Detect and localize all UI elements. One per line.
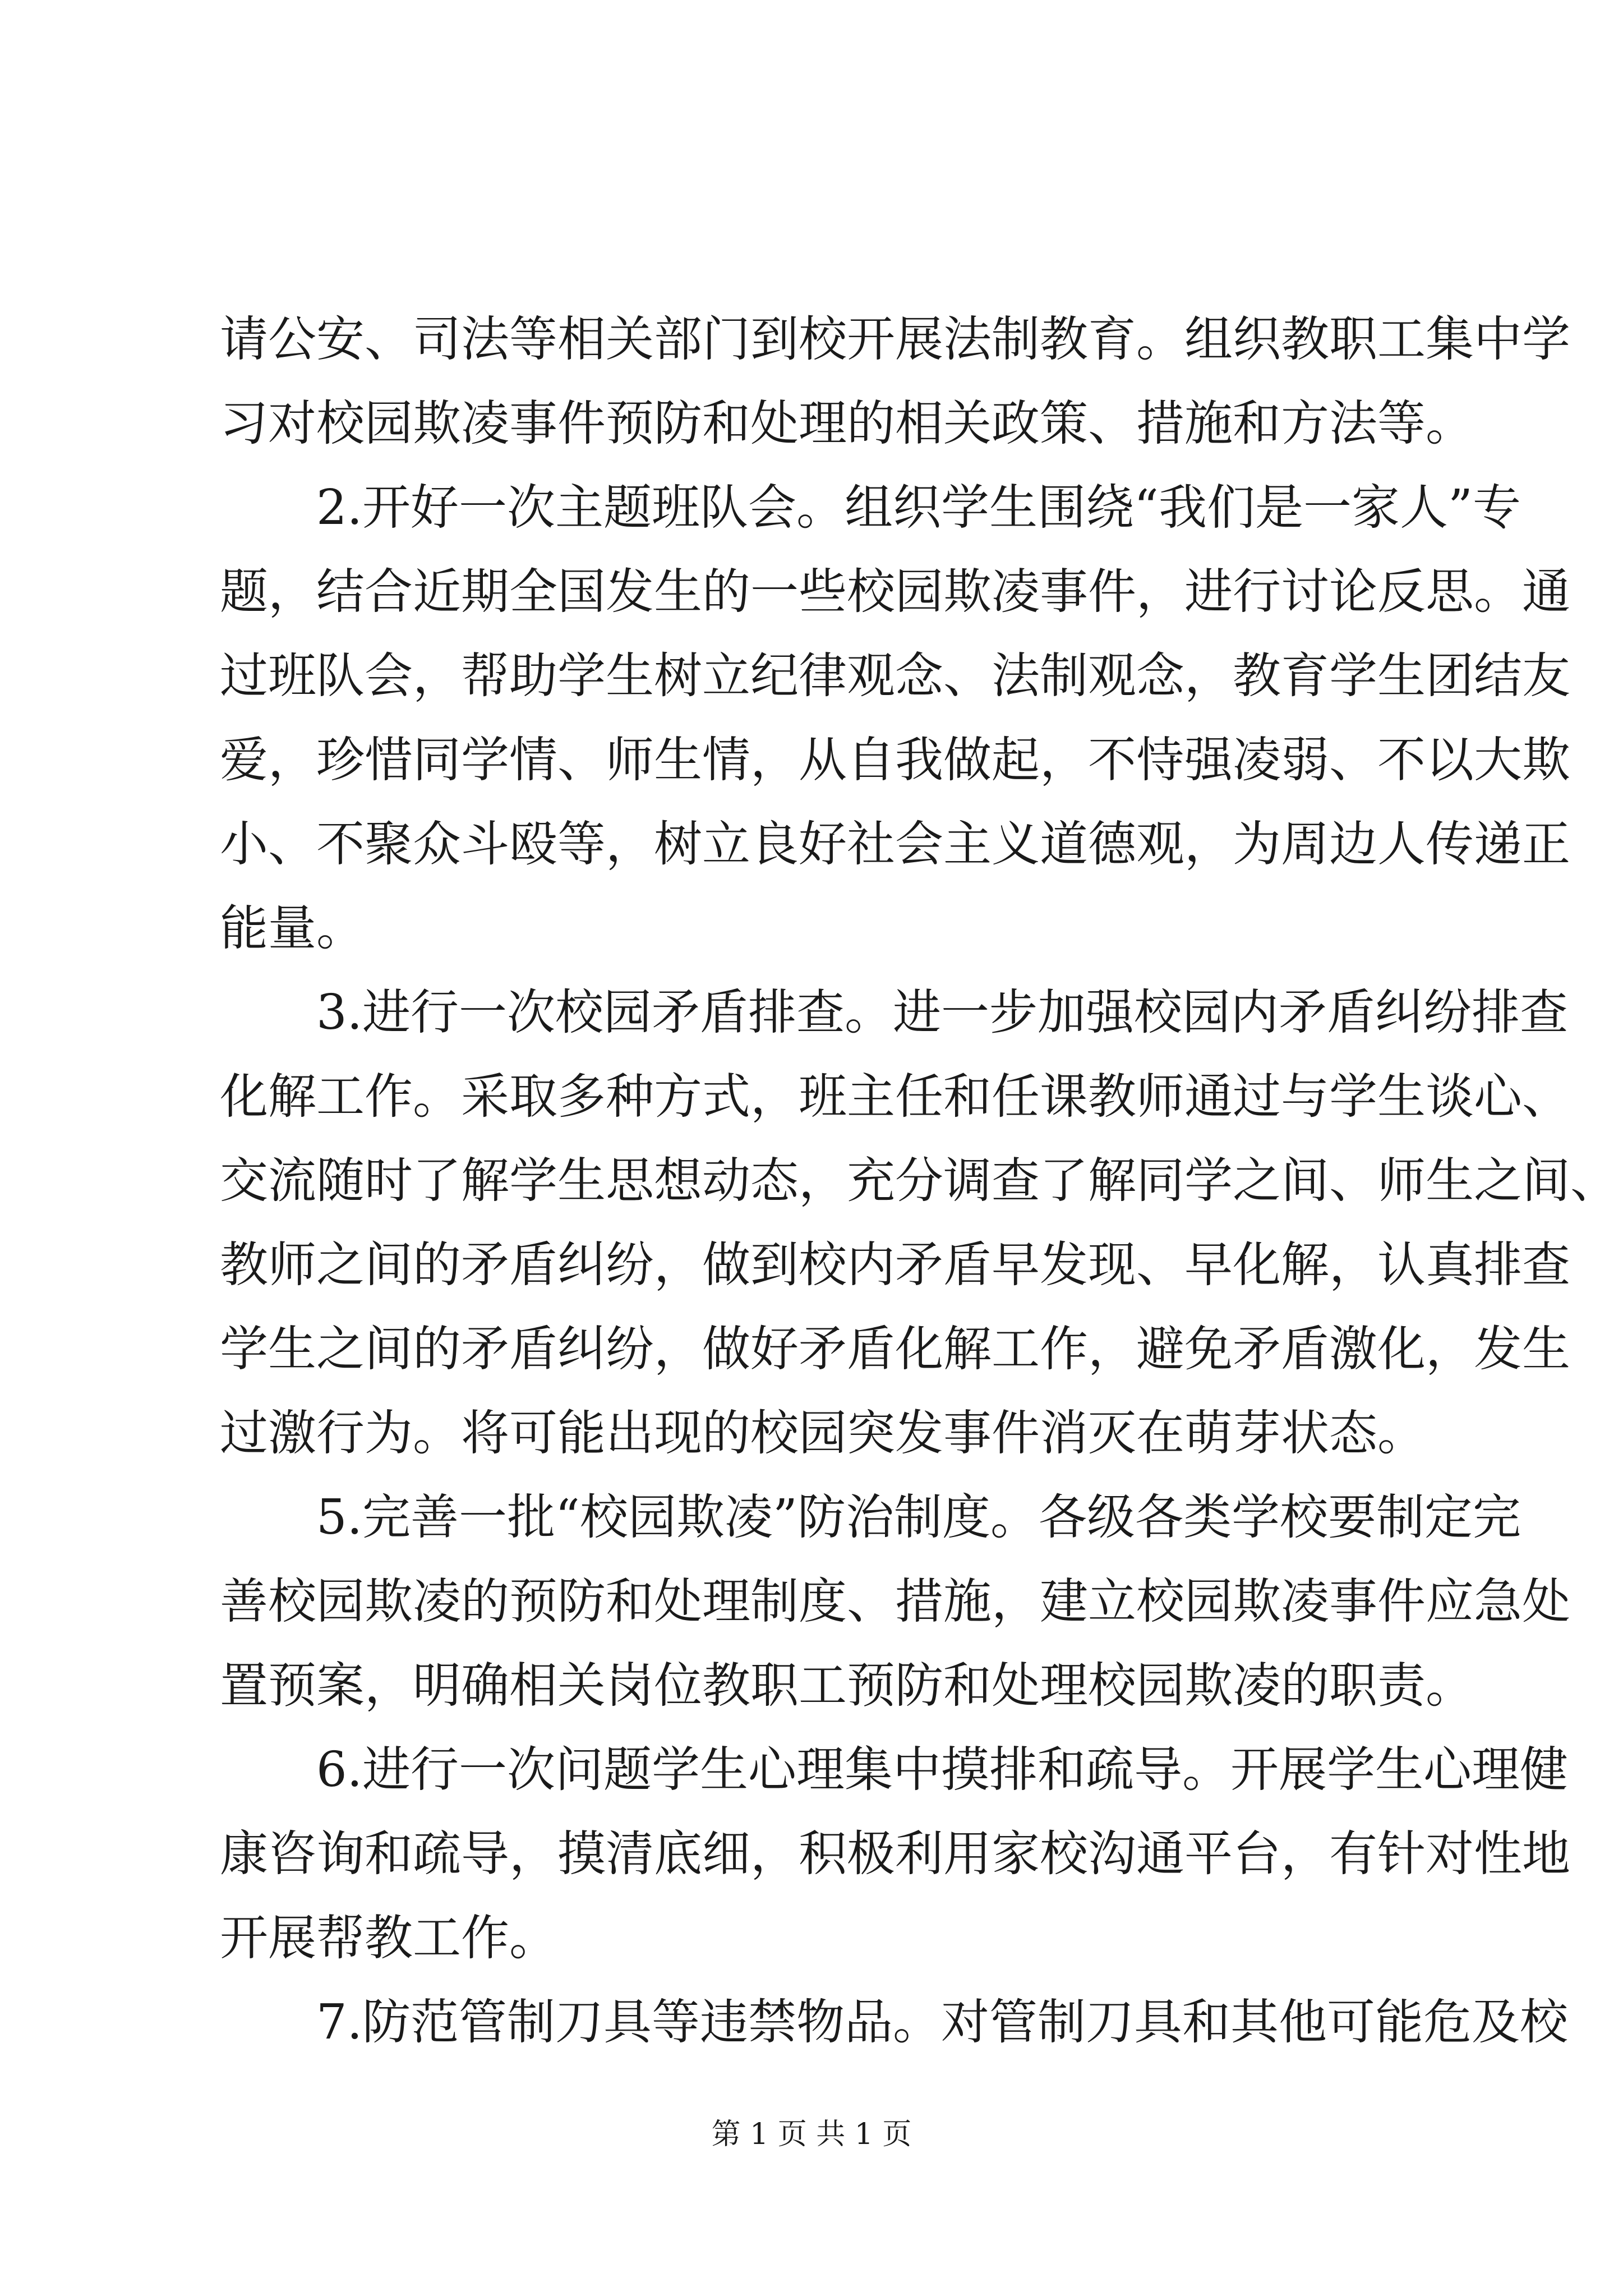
text-line: 能量。 bbox=[220, 900, 365, 956]
paragraph-start-line: 7.防范管制刀具等违禁物品。对管制刀具和其他可能危及校 bbox=[316, 1994, 1569, 2050]
text-line: 开展帮教工作。 bbox=[220, 1910, 557, 1966]
text-line: 学生之间的矛盾纠纷，做好矛盾化解工作，避免矛盾激化，发生 bbox=[220, 1321, 1570, 1377]
paragraph-start-line: 2.开好一次主题班队会。组织学生围绕“我们是一家人”专 bbox=[316, 480, 1521, 536]
text-line: 善校园欺凌的预防和处理制度、措施，建立校园欺凌事件应急处 bbox=[220, 1573, 1570, 1630]
page-footer: 第 1 页 共 1 页 bbox=[711, 2118, 912, 2151]
text-line: 爱，珍惜同学情、师生情，从自我做起，不恃强凌弱、不以大欺 bbox=[220, 732, 1570, 788]
paragraph-start-line: 3.进行一次校园矛盾排查。进一步加强校园内矛盾纠纷排查 bbox=[316, 984, 1569, 1041]
paragraph-start-line: 5.完善一批“校园欺凌”防治制度。各级各类学校要制定完 bbox=[316, 1489, 1521, 1545]
text-line: 请公安、司法等相关部门到校开展法制教育。组织教职工集中学 bbox=[220, 311, 1570, 367]
text-line: 过激行为。将可能出现的校园突发事件消灭在萌芽状态。 bbox=[220, 1405, 1426, 1461]
document-body bbox=[220, 297, 1619, 2064]
text-line: 习对校园欺凌事件预防和处理的相关政策、措施和方法等。 bbox=[220, 395, 1474, 452]
paragraph-start-line: 6.进行一次问题学生心理集中摸排和疏导。开展学生心理健 bbox=[316, 1742, 1569, 1798]
text-line: 置预案，明确相关岗位教职工预防和处理校园欺凌的职责。 bbox=[220, 1658, 1474, 1714]
text-line: 小、不聚众斗殴等，树立良好社会主义道德观，为周边人传递正 bbox=[220, 816, 1570, 872]
text-line: 教师之间的矛盾纠纷，做到校内矛盾早发现、早化解，认真排查 bbox=[220, 1237, 1570, 1293]
text-line: 题，结合近期全国发生的一些校园欺凌事件，进行讨论反思。通 bbox=[220, 564, 1570, 620]
text-line: 过班队会，帮助学生树立纪律观念、法制观念，教育学生团结友 bbox=[220, 648, 1570, 704]
text-line: 交流随时了解学生思想动态，充分调查了解同学之间、师生之间、 bbox=[220, 1153, 1619, 1209]
text-line: 化解工作。采取多种方式，班主任和任课教师通过与学生谈心、 bbox=[220, 1069, 1570, 1125]
text-line: 康咨询和疏导，摸清底细，积极利用家校沟通平台，有针对性地 bbox=[220, 1826, 1570, 1882]
